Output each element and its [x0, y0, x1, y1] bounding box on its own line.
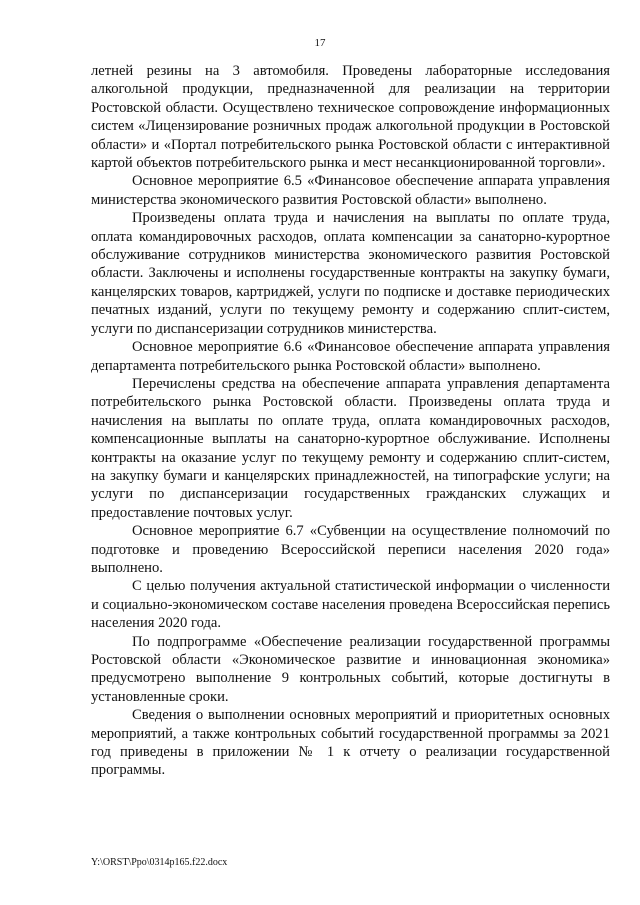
paragraph-subprogram-summary: По подпрограмме «Обеспечение реализации государственной программы Ростовской области «Экономическое развитие и инновационная экономика» предусмотрено выполнение 9 контрольных событий, которые достигнуты в установленные сроки.: [91, 633, 610, 705]
paragraph-event-6-6-details: Перечислены средства на обеспечение аппарата управления департамента потребительского рынка Ростовской области. Произведены оплата труда и начисления на выплаты по оплате труда, оплата командировочных расходов, компенсационные выплаты на санаторно-курортное обслуживание. Исполнены контракты на оказание услуг по текущему ремонту и содержанию сплит-систем, на закупку бумаги и канцелярских принадлежностей, на типографские услуги; на услуги по диспансеризации государственных гражданских служащих и предоставление почтовых услуг.: [91, 375, 610, 521]
paragraph-event-6-5-details: Произведены оплата труда и начисления на выплаты по оплате труда, оплата командировочных расходов, оплата компенсации за санаторно-курортное обслуживание сотрудников министерства экономического развития Ростовской области. Заключены и исполнены государственные контракты на закупку бумаги, канцелярских товаров, картриджей, услуги по подписке и доставке периодических печатных изданий, услуги по текущему ремонту и содержанию сплит-систем, услуги по диспансеризации сотрудников министерства.: [91, 210, 610, 337]
paragraph-continuation: летней резины на 3 автомобиля. Проведены лабораторные исследования алкогольной продукции, предназначенной для реализации на территории Ростовской области. Осуществлено техническое сопровождение информационных систем «Лицензирование розничных продаж алкогольной продукции в Ростовской области» и «Портал потребительского рынка Ростовской области с интерактивной картой объектов потребительского рынка и мест несанкционированной торговли».: [91, 63, 610, 172]
paragraph-census: С целью получения актуальной статистической информации о численности и социально-экономическом составе населения проведена Всероссийская перепись населения 2020 года.: [91, 578, 610, 632]
page-number: 17: [314, 37, 326, 49]
paragraph-event-6-6: Основное мероприятие 6.6 «Финансовое обеспечение аппарата управления департамента потребительского рынка Ростовской области» выполнено.: [91, 339, 610, 374]
footer-file-path: Y:\ORST\Ppo\0314p165.f22.docx: [91, 857, 228, 868]
paragraph-event-6-5: Основное мероприятие 6.5 «Финансовое обеспечение аппарата управления министерства экономического развития Ростовской области» выполнено.: [91, 173, 610, 208]
paragraph-event-6-7: Основное мероприятие 6.7 «Субвенции на осуществление полномочий по подготовке и проведению Всероссийской переписи населения 2020 года» выполнено.: [91, 523, 610, 576]
document-body: [91, 62, 610, 780]
paragraph-appendix-reference: Сведения о выполнении основных мероприятий и приоритетных основных мероприятий, а также контрольных событий государственной программы за 2021 год приведены в приложении № 1 к отчету о реализации государственной программы.: [91, 707, 610, 779]
